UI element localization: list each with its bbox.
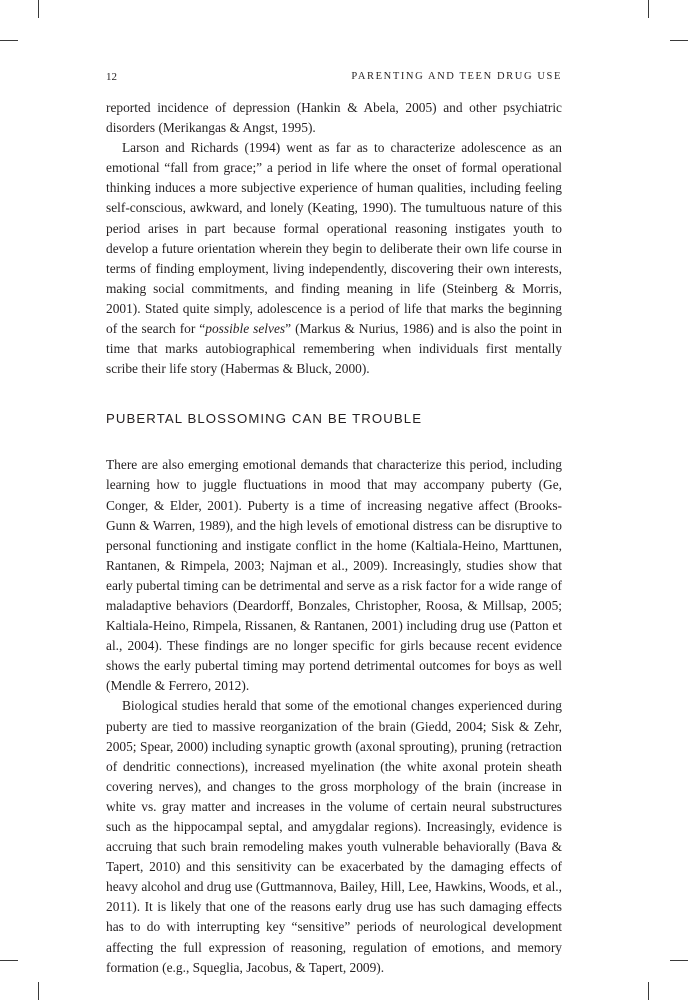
paragraph-text: Biological studies herald that some of the emotional changes experienced during puberty are tied to massive reorganization of the brain (Giedd, 2004; Sisk & Zehr, 2005; Spear, 2000) including synaptic growth (axonal sprouting), pruning (retraction of dendritic connections), increased myelination (the white axonal protein sheath covering nerves), and changes to the gross morphology of the brain (increase in white vs. gray matter and increases in the volume of certain neural substructures such as the hippocampal septal, and amygdalar regions). Increasingly, evidence is accruing that such brain remodeling makes youth vulnerable behaviorally (Bava & Tapert, 2010) and this sensitivity can be exacerbated by the damaging effects of heavy alcohol and drug use (Guttmannova, Bailey, Hill, Lee, Hawkins, Woods, et al., 2011). It is likely that one of the reasons early drug use has such damaging effects has to do with interrupting key “sensitive” periods of neurological development affecting the full expression of reasoning, regulation of emotions, and memory formation (e.g., Squeglia, Jacobus, & Tapert, 2009). <box>106 698 562 975</box>
running-head <box>106 71 562 87</box>
paragraph <box>106 98 562 138</box>
paragraph-text: ” (Markus & Nurius, 1986) and is also the point in time that marks autobiographical remembering when individuals first mentally scribe their life story (Habermas & Bluck, 2000). <box>106 321 562 377</box>
paragraph <box>106 696 562 977</box>
paragraph-text: reported incidence of depression (Hankin & Abela, 2005) and other psychiatric disorders (Merikangas & Angst, 1995). <box>106 100 562 136</box>
running-head-title: PARENTING AND TEEN DRUG USE <box>351 71 562 82</box>
crop-mark-left-bottom <box>0 960 18 961</box>
body-text <box>106 98 562 978</box>
page-number: 12 <box>106 71 117 83</box>
paragraphs-before-heading <box>106 98 562 379</box>
section-heading: PUBERTAL BLOSSOMING CAN BE TROUBLE <box>106 411 423 427</box>
italic-phrase: possible selves <box>205 321 286 337</box>
crop-mark-right-top <box>670 40 688 41</box>
crop-mark-bottom-right <box>648 982 649 1000</box>
crop-mark-top-left <box>38 0 39 18</box>
paragraph <box>106 455 562 696</box>
paragraphs-after-heading <box>106 455 562 977</box>
crop-mark-right-bottom <box>670 960 688 961</box>
paragraph <box>106 138 562 379</box>
crop-mark-left-top <box>0 40 18 41</box>
paragraph-text: There are also emerging emotional demands that characterize this period, including learning how to juggle fluctuations in mood that may accompany puberty (Ge, Conger, & Elder, 2001). Puberty is a time of increasing negative affect (Brooks-Gunn & Warren, 1989), and the high levels of emotional distress can be disruptive to personal functioning and instigate conflict in the home (Kaltiala-Heino, Marttunen, Rantanen, & Rimpela, 2003; Najman et al., 2009). Increasingly, studies show that early pubertal timing can be detrimental and serve as a risk factor for a wide range of maladaptive behaviors (Deardorff, Bonzales, Christopher, Roosa, & Millsap, 2005; Kaltiala-Heino, Rimpela, Rissanen, & Rantanen, 2001) including drug use (Patton et al., 2004). These findings are no longer specific for girls because recent evidence shows the early pubertal timing may portend detrimental outcomes for boys as well (Mendle & Ferrero, 2012). <box>106 457 562 694</box>
crop-mark-bottom-left <box>38 982 39 1000</box>
paragraph-text: Larson and Richards (1994) went as far as to characterize adolescence as an emotional “fall from grace;” a period in life where the onset of formal operational thinking induces a more subjective experience of human qualities, including feeling self-conscious, awkward, and lonely (Keating, 1990). The tumultuous nature of this period arises in part because formal operational reasoning instigates youth to develop a future orientation wherein they begin to deliberate their own life course in terms of finding employment, living independently, discovering their own interests, making social commitments, and finding meaning in life (Steinberg & Morris, 2001). Stated quite simply, adolescence is a period of life that marks the beginning of the search for “ <box>106 140 562 337</box>
crop-mark-top-right <box>648 0 649 18</box>
